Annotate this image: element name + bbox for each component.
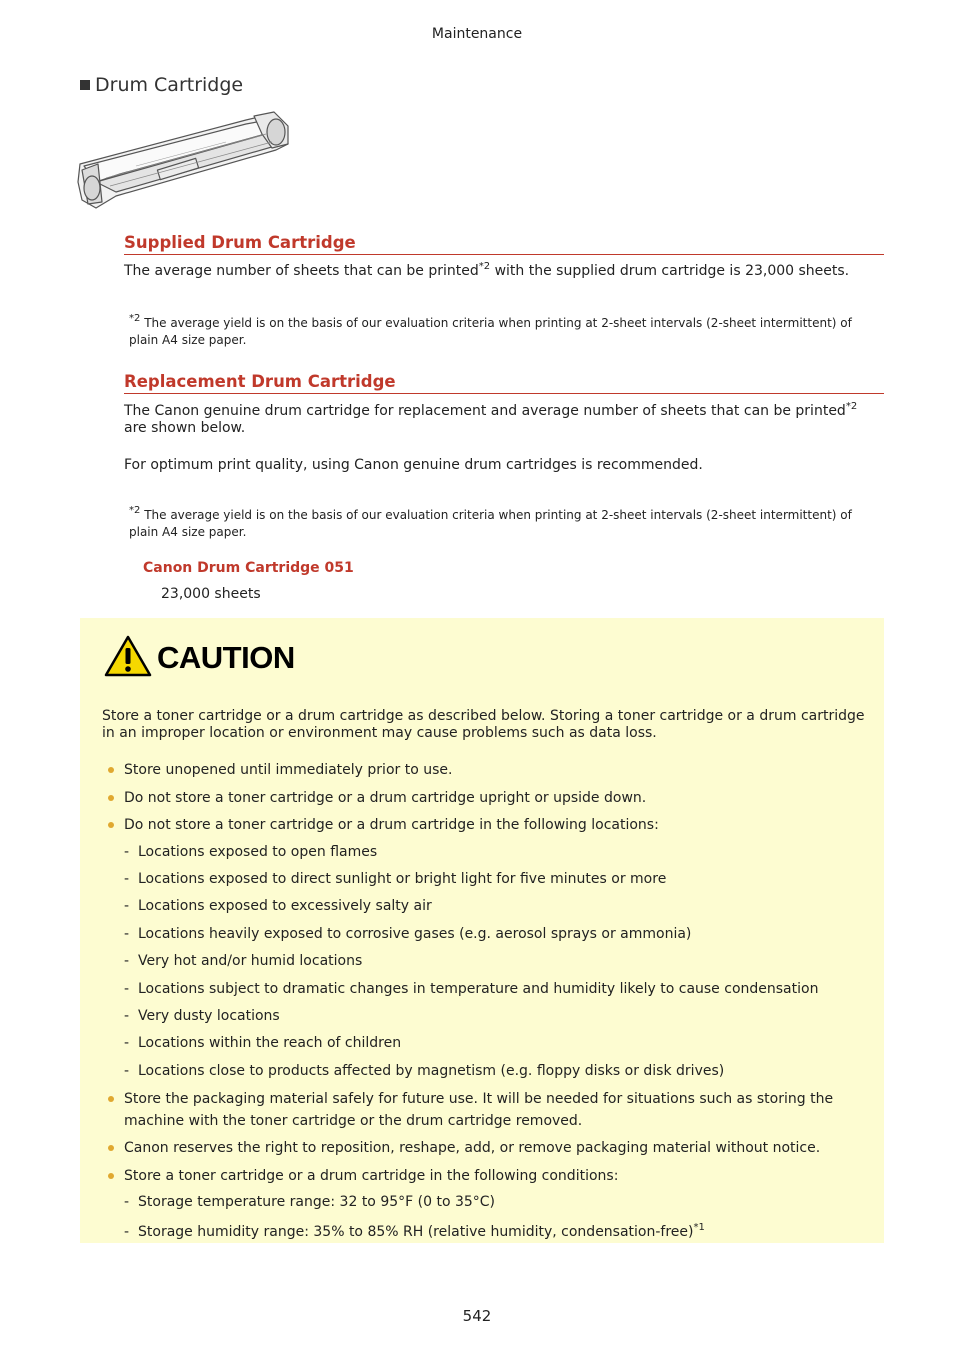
list-item: Do not store a toner cartridge or a drum cartridge in the following locations:	[124, 814, 864, 836]
list-item: Store the packaging material safely for future use. It will be needed for situations such as storing the machine with the toner cartridge or the drum cartridge removed.	[124, 1088, 864, 1132]
bullet-dot-icon	[108, 1096, 114, 1102]
section-title	[80, 74, 243, 96]
supplied-drum-heading: Supplied Drum Cartridge	[124, 233, 884, 255]
product-name: Canon Drum Cartridge 051	[143, 560, 354, 576]
caution-title: CAUTION	[157, 640, 295, 675]
list-item: Canon reserves the right to reposition, reshape, add, or remove packaging material without notice.	[124, 1137, 864, 1159]
section-title-text: Drum Cartridge	[95, 74, 244, 96]
bullet-dot-icon	[108, 795, 114, 801]
list-item: Store unopened until immediately prior to use.	[124, 759, 864, 781]
supplied-drum-paragraph: The average number of sheets that can be printed$^{*2}$ with the supplied drum cartridge is 23,000 sheets.	[124, 261, 850, 279]
bullet-dot-icon	[108, 767, 114, 773]
page-header: Maintenance	[431, 26, 523, 42]
caution-intro: Store a toner cartridge or a drum cartridge as described below. Storing a toner cartridge or a drum cartridge in an improper location or environment may cause problems such as data loss.	[102, 708, 865, 741]
warning-triangle-icon	[104, 634, 152, 678]
bullet-dot-icon	[108, 822, 114, 828]
drum-cartridge-illustration	[76, 104, 290, 212]
replacement-drum-paragraph: The Canon genuine drum cartridge for replacement and average number of sheets that can be printed$^{*2}$ are shown below.	[124, 401, 858, 436]
replacement-drum-heading: Replacement Drum Cartridge	[124, 372, 884, 394]
replacement-footnote: $^{*2}$ The average yield is on the basis of our evaluation criteria when printing at 2-sheet intervals (2-sheet intermittent) of plain A4 size paper.	[129, 505, 852, 539]
list-item: Store a toner cartridge or a drum cartridge in the following conditions:	[124, 1165, 864, 1187]
product-yield: 23,000 sheets	[161, 586, 261, 602]
list-item: Do not store a toner cartridge or a drum cartridge upright or upside down.	[124, 787, 864, 809]
supplied-footnote: $^{*2}$ The average yield is on the basis of our evaluation criteria when printing at 2-sheet intervals (2-sheet intermittent) of plain A4 size paper.	[129, 313, 852, 347]
square-bullet-icon	[80, 80, 90, 90]
bullet-dot-icon	[108, 1145, 114, 1151]
bullet-dot-icon	[108, 1173, 114, 1179]
recommendation-paragraph: For optimum print quality, using Canon genuine drum cartridges is recommended.	[124, 457, 703, 473]
page-number: 542	[462, 1307, 492, 1325]
